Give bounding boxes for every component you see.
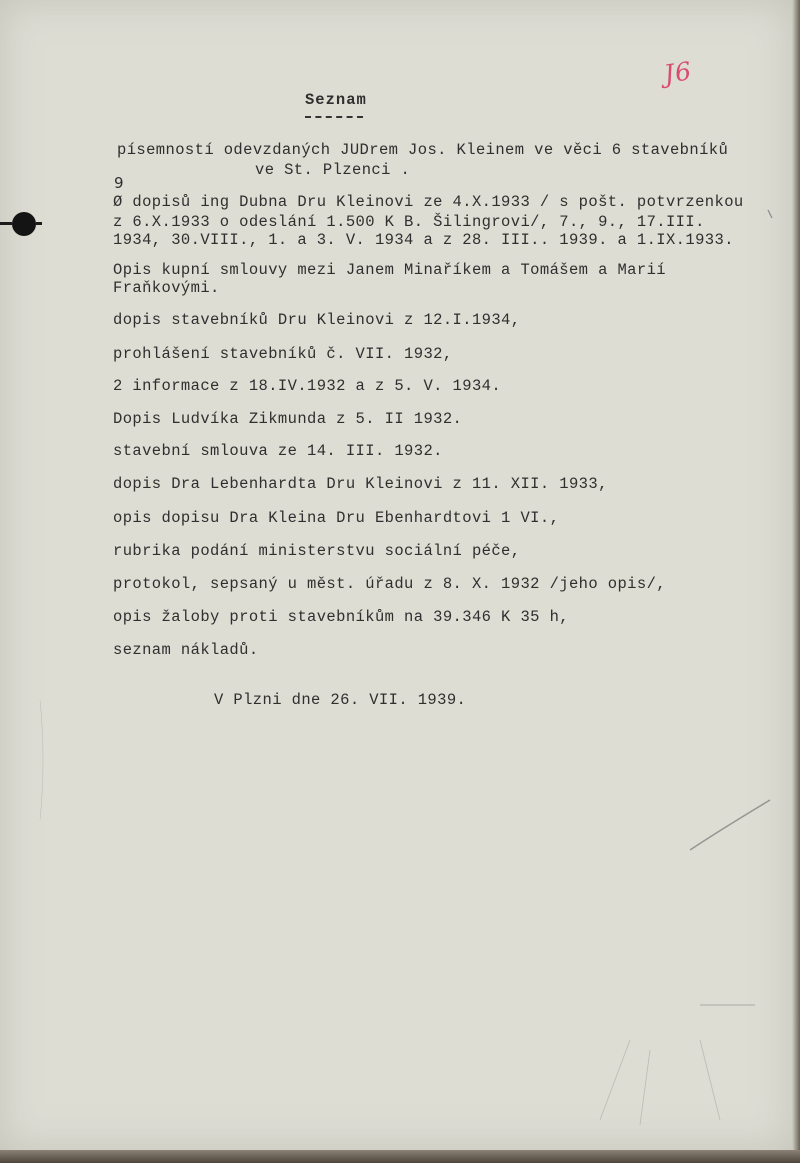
item-6: Dopis Ludvíka Zikmunda z 5. II 1932. <box>113 410 463 428</box>
paper-edge-bottom <box>0 1150 800 1163</box>
item-8: dopis Dra Lebenhardta Dru Kleinovi z 11. XII. 1933, <box>113 475 608 493</box>
item-1-line-1: Ø dopisů ing Dubna Dru Kleinovi ze 4.X.1933 / s pošt. potvrzenkou <box>113 193 744 211</box>
item-2-line-1: Opis kupní smlouvy mezi Janem Minaříkem a Tomášem a Marií <box>113 261 666 279</box>
item-4: prohlášení stavebníků č. VII. 1932, <box>113 345 453 363</box>
item-1-line-3: 1934, 30.VIII., 1. a 3. V. 1934 a z 28. III.. 1939. a 1.IX.1933. <box>113 231 734 249</box>
handwritten-correction: 9 <box>114 174 124 192</box>
heading-line-1: písemností odevzdaných JUDrem Jos. Kleinem ve věci 6 stavebníků <box>117 141 729 159</box>
item-10: rubrika podání ministerstvu sociální péče, <box>113 542 521 560</box>
item-5: 2 informace z 18.IV.1932 a z 5. V. 1934. <box>113 377 502 395</box>
item-1-line-2: z 6.X.1933 o odeslání 1.500 K B. Šilingrovi/, 7., 9., 17.III. <box>113 213 705 231</box>
item-9: opis dopisu Dra Kleina Dru Ebenhardtovi 1 VI., <box>113 509 560 527</box>
item-3: dopis stavebníků Dru Kleinovi z 12.I.1934, <box>113 311 521 329</box>
closing-place-date: V Plzni dne 26. VII. 1939. <box>214 691 467 709</box>
item-13: seznam nákladů. <box>113 641 259 659</box>
item-2-line-2: Fraňkovými. <box>113 279 220 297</box>
item-12: opis žaloby proti stavebníkům na 39.346 K 35 h, <box>113 608 569 626</box>
item-7: stavební smlouva ze 14. III. 1932. <box>113 442 443 460</box>
heading-line-2: ve St. Plzenci . <box>255 161 411 179</box>
item-11: protokol, sepsaný u měst. úřadu z 8. X. 1932 /jeho opis/, <box>113 575 666 593</box>
document-title: Seznam <box>305 91 367 109</box>
paper-edge-right <box>792 0 800 1163</box>
handwritten-archive-number: J6 <box>662 56 694 89</box>
